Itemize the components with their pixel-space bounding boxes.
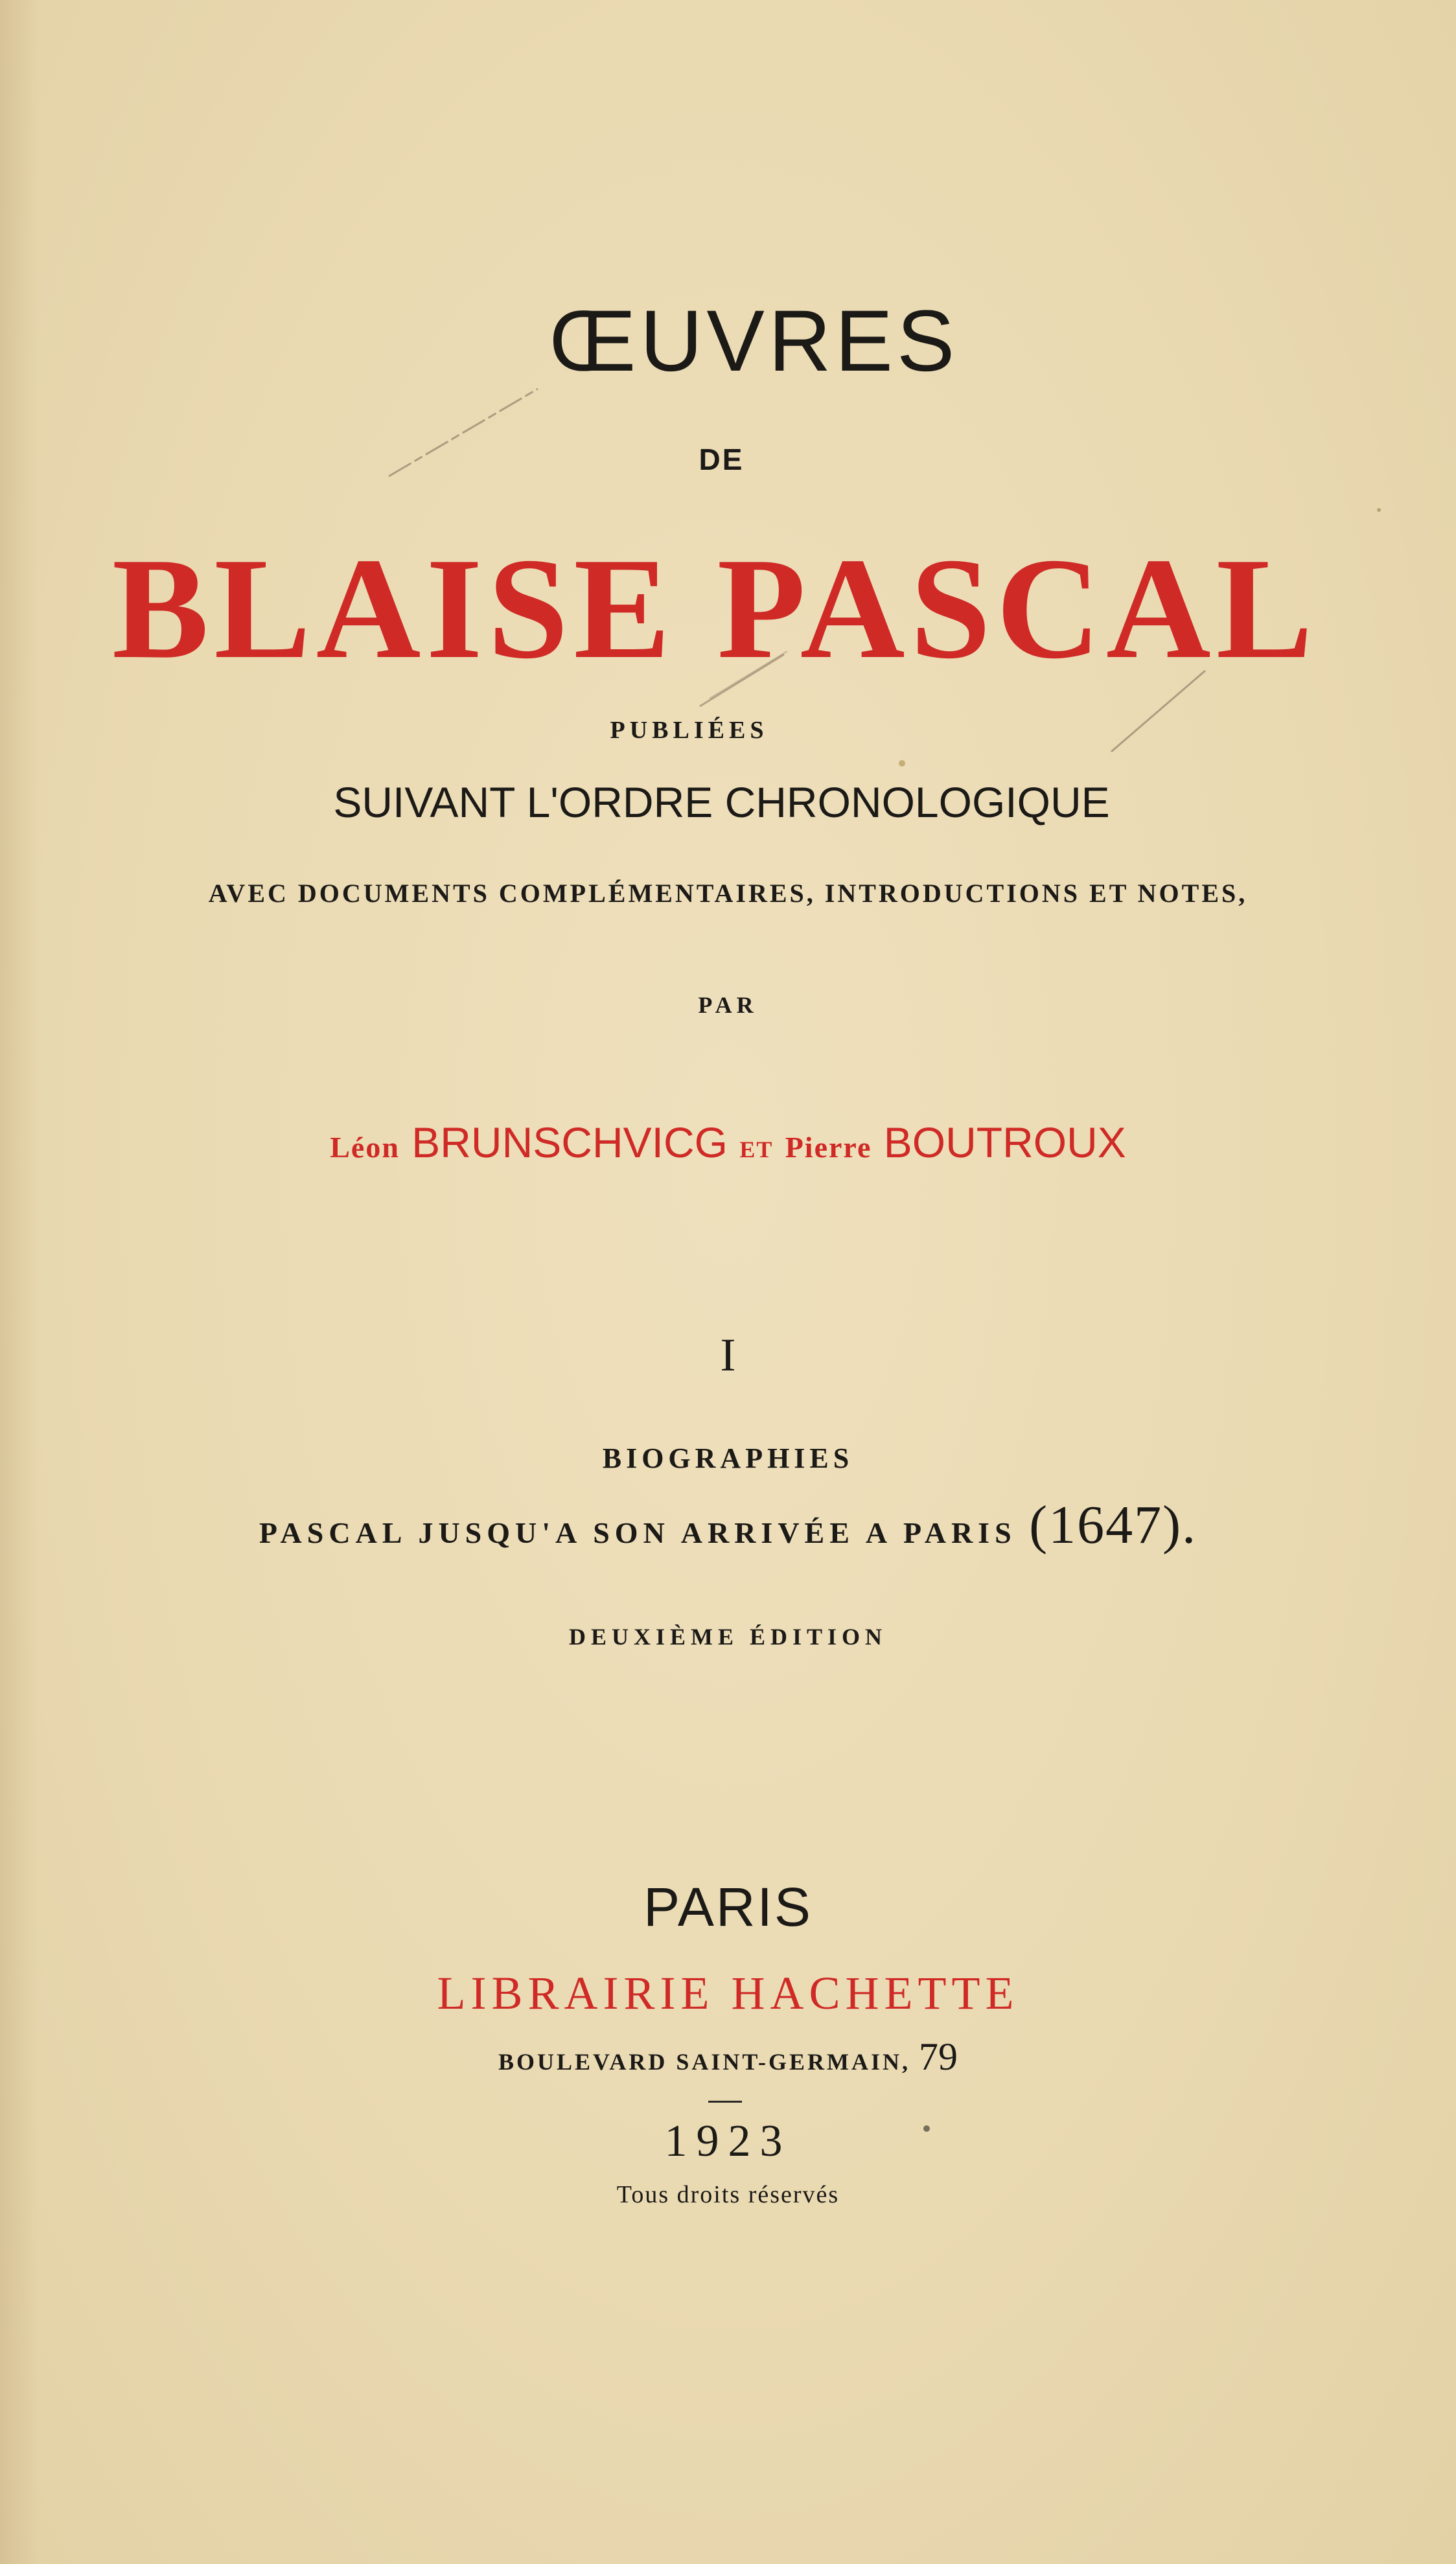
work-title: ŒUVRES [549,293,959,389]
address-number: 79 [919,2035,958,2078]
par-label: PAR [698,992,758,1018]
city: PARIS [643,1877,813,1937]
editors-line [0,1118,1456,1167]
publiees-label: PUBLIÉES [610,717,768,744]
editor1-last-name: BRUNSCHVICG [411,1118,728,1166]
editor1-first-name: Léon [330,1131,400,1164]
section-biographies: BIOGRAPHIES [602,1442,854,1474]
author-title: BLAISE PASCAL [111,528,1319,689]
publisher-address [0,2035,1456,2079]
volume-contents-date: (1647). [1029,1495,1197,1555]
preposition-de: DE [699,443,745,476]
address-street: BOULEVARD SAINT-GERMAIN, [498,2049,911,2075]
subtitle-documents: AVEC DOCUMENTS COMPLÉMENTAIRES, INTRODUCTIONS ET NOTES, [208,879,1248,908]
publication-year: 1923 [664,2116,792,2166]
divider-rule [708,2101,742,2103]
editor2-last-name: BOUTROUX [883,1118,1126,1166]
publisher-name: LIBRAIRIE HACHETTE [437,1967,1019,2019]
conjunction-et: ET [739,1137,774,1162]
subtitle-chronological: SUIVANT L'ORDRE CHRONOLOGIQUE [333,778,1110,826]
editor2-first-name: Pierre [785,1131,872,1164]
volume-contents-text: PASCAL JUSQU'A SON ARRIVÉE A PARIS [259,1516,1017,1549]
volume-contents-line [0,1494,1456,1556]
volume-number: I [720,1329,736,1381]
rights-notice: Tous droits réservés [616,2181,840,2208]
edition-label: DEUXIÈME ÉDITION [568,1624,888,1650]
